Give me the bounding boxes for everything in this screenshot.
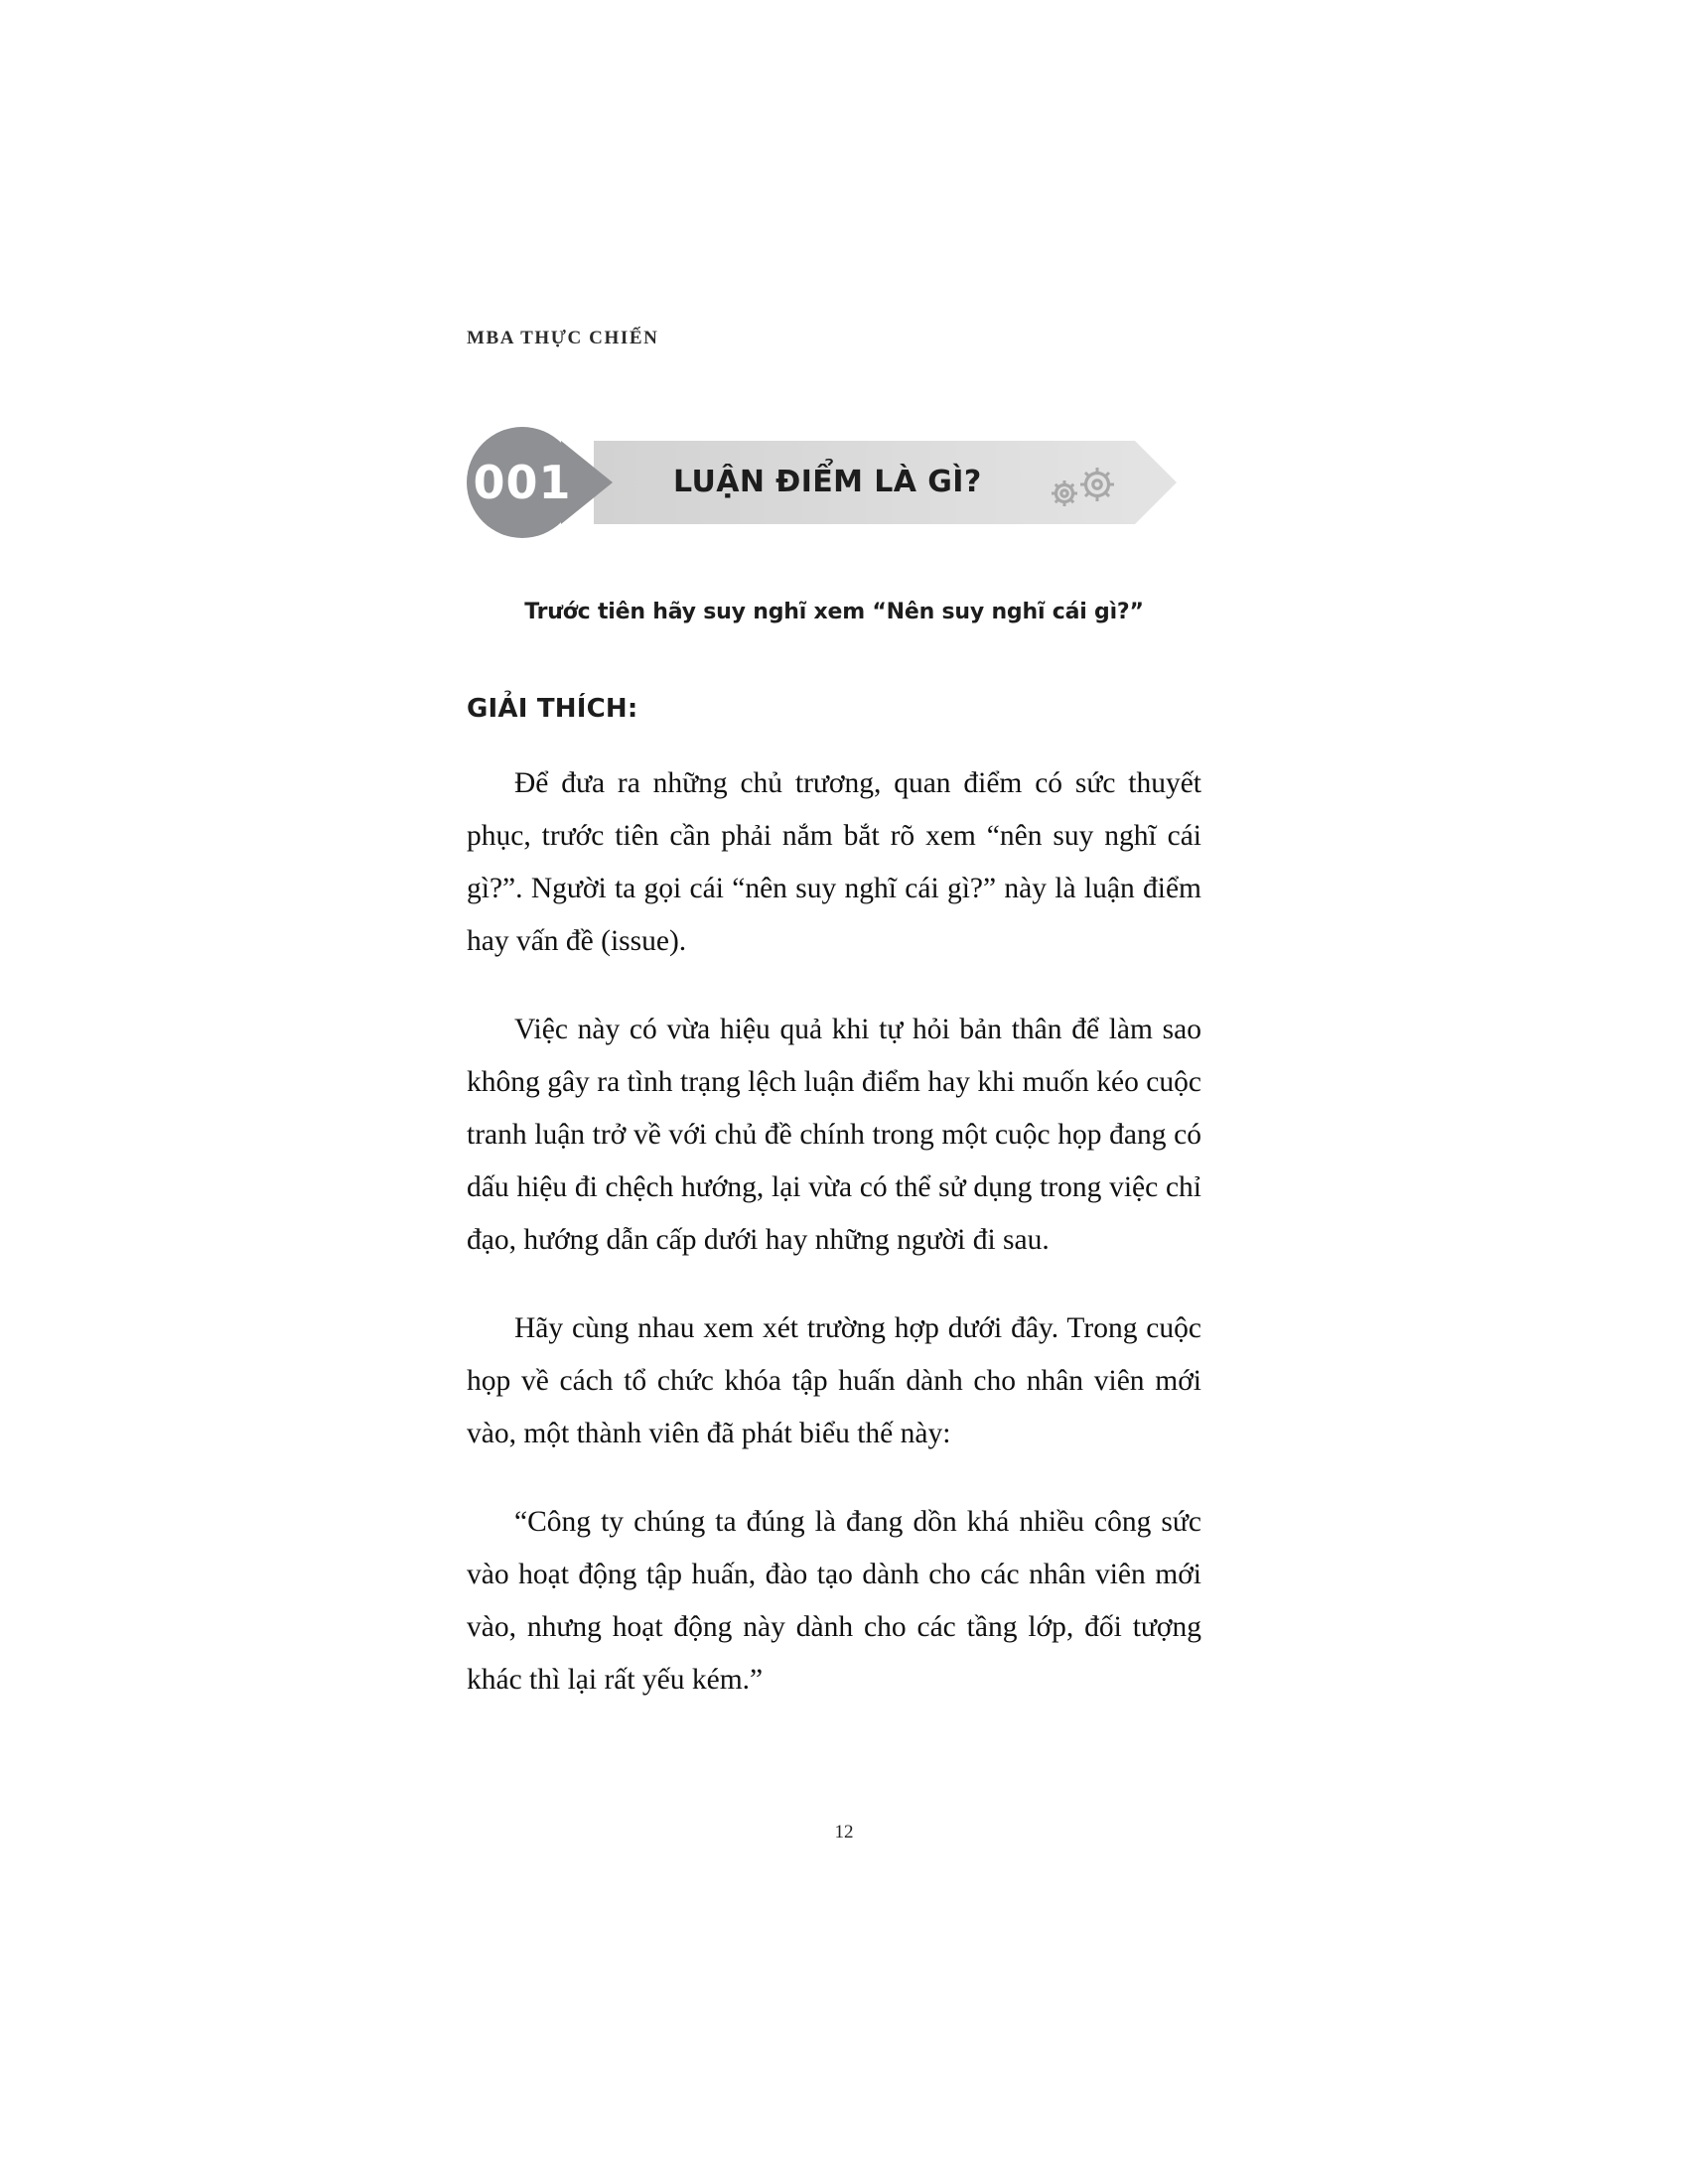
chapter-number: 001 [473,456,572,509]
body-paragraph: “Công ty chúng ta đúng là đang dồn khá nhiều công sức vào hoạt động tập huấn, đào tạo dành cho các nhân viên mới vào, nhưng hoạt động này dành cho các tầng lớp, đối tượng khác thì lại rất yếu kém.” [467,1506,1201,1696]
body-paragraph: Hãy cùng nhau xem xét trường hợp dưới đây. Trong cuộc họp về cách tổ chức khóa tập huấn dành cho nhân viên mới vào, một thành viên đã phát biểu thế này: [467,1312,1201,1449]
chapter-banner [467,427,1201,538]
body-paragraph: Việc này có vừa hiệu quả khi tự hỏi bản thân để làm sao không gây ra tình trạng lệch luận điểm hay khi muốn kéo cuộc tranh luận trở về với chủ đề chính trong một cuộc họp đang có dấu hiệu đi chệch hướng, lại vừa có thể sử dụng trong việc chỉ đạo, hướng dẫn cấp dưới hay những người đi sau. [467,1014,1201,1256]
body-paragraph: Để đưa ra những chủ trương, quan điểm có sức thuyết phục, trước tiên cần phải nắm bắt rõ xem “nên suy nghĩ cái gì?”. Người ta gọi cái “nên suy nghĩ cái gì?” này là luận điểm hay vấn đề (issue). [467,767,1201,957]
explanation-label: GIẢI THÍCH: [467,694,638,724]
page-content [467,328,1201,1706]
section-subtitle: Trước tiên hãy suy nghĩ xem “Nên suy nghĩ cái gì?” [524,600,1144,624]
page-number: 12 [834,1822,854,1843]
gear-icon [1045,467,1124,515]
running-header: MBA THỰC CHIẾN [467,328,659,348]
chapter-title: LUẬN ĐIỂM LÀ GÌ? [673,465,982,499]
